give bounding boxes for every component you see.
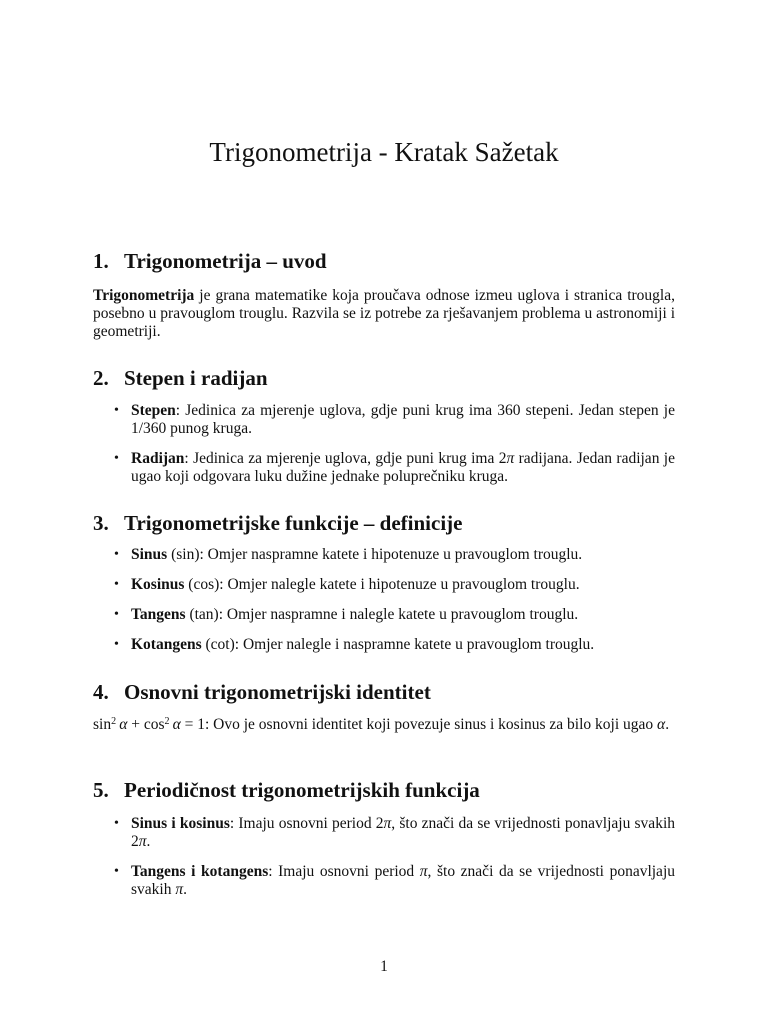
item-term: Tangens xyxy=(131,606,186,623)
item-term: Radijan xyxy=(131,450,185,467)
sentence-end: . xyxy=(146,833,151,850)
section-number: 4. xyxy=(93,680,109,704)
formula-alpha: α xyxy=(657,716,666,733)
section-heading-identity xyxy=(93,678,683,706)
bullet-icon: • xyxy=(114,816,119,831)
pi-symbol: π xyxy=(175,881,184,898)
intro-paragraph xyxy=(93,287,675,341)
section-number: 3. xyxy=(93,511,109,535)
bullet-icon: • xyxy=(114,864,119,879)
item-abbr: (tan) xyxy=(185,606,219,623)
formula-alpha: α xyxy=(172,716,181,733)
identity-text: : Ovo je osnovni identitet koji povezuje sinus i kosinus za bilo koji ugao xyxy=(205,716,658,733)
section-number: 1. xyxy=(93,249,109,273)
item-text: radijana. Jedan radijan je ugao koji odgovara luku dužine jednake poluprečniku kruga. xyxy=(131,450,675,485)
list-item-sinus xyxy=(114,546,675,564)
section-title: Periodičnost trigonometrijskih funkcija xyxy=(124,778,480,802)
page-number: 1 xyxy=(380,958,388,975)
bullet-icon: • xyxy=(114,547,119,562)
formula-exponent: 2 xyxy=(111,716,117,727)
pi-symbol: π xyxy=(138,833,147,850)
sentence-end: . xyxy=(183,881,187,898)
item-text: : Omjer naspramne i nalegle katete u pravouglom trouglu. xyxy=(218,606,579,623)
formula-alpha: α xyxy=(119,716,128,733)
section-title: Stepen i radijan xyxy=(124,366,268,390)
item-text: : Imaju osnovni period xyxy=(268,863,420,880)
section-heading-degree-radian xyxy=(93,364,683,392)
item-text: , što znači da se vrijednosti ponavljaju svakih xyxy=(131,863,675,898)
identity-paragraph xyxy=(93,716,675,734)
bullet-icon: • xyxy=(114,403,119,418)
item-text: : Omjer nalegle i naspramne katete u pravouglom trouglu. xyxy=(234,636,595,653)
item-term: Kotangens xyxy=(131,636,202,653)
item-text: , što znači da se vrijednosti ponavljaju svakih 2 xyxy=(131,815,675,850)
item-term: Kosinus xyxy=(131,576,185,593)
list-item-tan-cot-period xyxy=(114,863,675,899)
formula-plus-cos: + cos xyxy=(127,716,165,733)
document-title: Trigonometrija - Kratak Sažetak xyxy=(209,137,559,167)
intro-text: je grana matematike koja proučava odnose izmeu uglova i stranica trougla, posebno u pravouglom trouglu. Razvila se iz potrebe za rješavanjem problema u astronomiji i geometriji. xyxy=(93,287,675,340)
section-number: 5. xyxy=(93,778,109,802)
item-text: : Omjer nalegle katete i hipotenuze u pravouglom trouglu. xyxy=(219,576,580,593)
list-item-radian xyxy=(114,450,675,486)
section-heading-intro xyxy=(93,247,683,275)
item-text: : Jedinica za mjerenje uglova, gdje puni krug ima 2 xyxy=(184,450,507,467)
formula-sin: sin xyxy=(93,716,112,733)
pi-symbol: π xyxy=(506,450,515,467)
section-title: Trigonometrijske funkcije – definicije xyxy=(124,511,463,535)
pi-symbol: π xyxy=(383,815,392,832)
list-item-tangens xyxy=(114,606,675,624)
bullet-icon: • xyxy=(114,577,119,592)
section-title: Trigonometrija – uvod xyxy=(124,249,327,273)
list-item-sin-cos-period xyxy=(114,815,675,851)
item-term: Sinus xyxy=(131,546,168,563)
item-abbr: (cos) xyxy=(184,576,220,593)
list-item-degree xyxy=(114,402,675,438)
list-item-kosinus xyxy=(114,576,675,594)
formula-exponent: 2 xyxy=(164,716,170,727)
list-item-kotangens xyxy=(114,636,675,654)
bullet-icon: • xyxy=(114,451,119,466)
pi-symbol: π xyxy=(419,863,428,880)
item-abbr: (cot) xyxy=(201,636,235,653)
section-heading-periodicity xyxy=(93,776,683,804)
item-term: Tangens i kotangens xyxy=(131,863,269,880)
item-term: Stepen xyxy=(131,402,176,419)
section-heading-functions xyxy=(93,509,683,537)
section-number: 2. xyxy=(93,366,109,390)
item-text: : Jedinica za mjerenje uglova, gdje puni krug ima 360 stepeni. Jedan stepen je 1/360 punog kruga. xyxy=(131,402,675,437)
item-term: Sinus i kosinus xyxy=(131,815,230,832)
item-text: : Omjer naspramne katete i hipotenuze u pravouglom trouglu. xyxy=(199,546,583,563)
intro-term: Trigonometrija xyxy=(93,287,195,304)
sentence-end: . xyxy=(665,716,670,733)
bullet-icon: • xyxy=(114,637,119,652)
item-text: : Imaju osnovni period 2 xyxy=(229,815,384,832)
formula-equals: = 1 xyxy=(180,716,205,733)
section-title: Osnovni trigonometrijski identitet xyxy=(124,680,431,704)
bullet-icon: • xyxy=(114,607,119,622)
item-abbr: (sin) xyxy=(167,546,200,563)
